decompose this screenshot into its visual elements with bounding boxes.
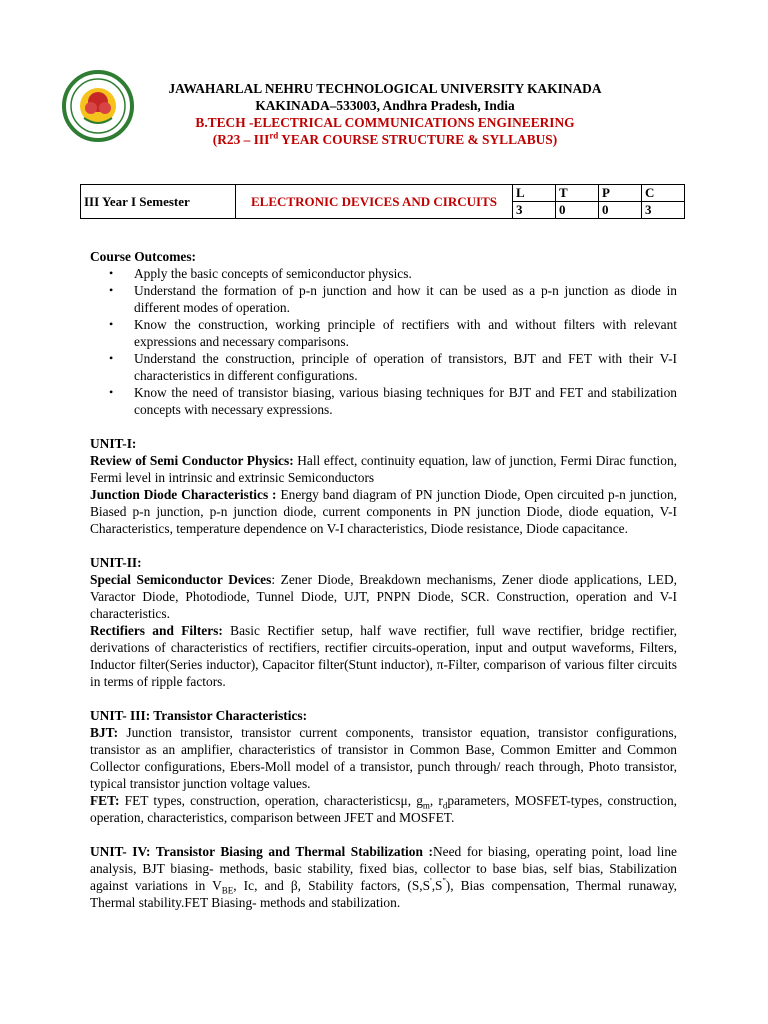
list-item: • Understand the construction, principle of operation of transistors, BJT and FET with their V-I characteristics in different configurations. [134,350,677,384]
header-t: T [556,185,599,202]
header-p: P [599,185,642,202]
unit1-heading: UNIT-I: [90,436,137,451]
unit3-paragraph-2: FET: FET types, construction, operation, characteristicsμ, $g_m$, $r_dparameters$, MOSFET-types, construction, operation, characteristics, comparison between JFET and MOSFET. [90,793,678,825]
university-name: JAWAHARLAL NEHRU TECHNOLOGICAL UNIVERSITY KAKINADA [168,81,602,96]
value-t: 0 [556,202,599,219]
header-l: L [513,185,556,202]
unit2-paragraph-1: Special Semiconductor Devices: Zener Diode, Breakdown mechanisms, Zener diode applications, LED, Varactor Diode, Photodiode, Tunnel Diode, UJT, PNPN Diode, SCR. Construction, operation and V-I characteristics. [90,572,677,621]
course-title-cell: ELECTRONIC DEVICES AND CIRCUITS [236,185,513,219]
document-header [120,80,650,148]
unit2-heading: UNIT-II: [90,555,142,570]
unit1-paragraph-1: Review of Semi Conductor Physics: Hall effect, continuity equation, law of junction, Fermi Dirac function, Fermi level in intrinsic and extrinsic Semiconductors [90,453,678,485]
unit3-heading: UNIT- III: Transistor Characteristics: [90,708,308,723]
unit3-paragraph-1: BJT: Junction transistor, transistor current components, transistor equation, transistor configurations, transistor as an amplifier, characteristics of transistor in Common Base, Common Emitter and Common Collector configurations, Ebers-Moll model of a transistor, punch through/ reach through, Photo transistor, typical transistor junction voltage values. [90,725,677,791]
unit4-paragraph: UNIT- IV: Transistor Biasing and Thermal Stabilization :Need for biasing, operating point, load line analysis, BJT biasing- methods, basic stability, fixed bias, collector to base bias, self bias, Stabilization against variations in $V_{BE}$, Ic, and β, Stability factors, (S,S',S''), Bias compensation, Thermal runaway, Thermal stability.FET Biasing- methods and stabilization. [90,844,678,910]
value-p: 0 [599,202,642,219]
program-title: B.TECH -ELECTRICAL COMMUNICATIONS ENGINEERING [195,115,575,130]
course-info-table [80,184,685,219]
outcomes-heading: Course Outcomes: [90,249,196,264]
outcomes-list [90,265,677,418]
value-l: 3 [513,202,556,219]
list-item: • Understand the formation of p-n junction and how it can be used as a p-n junction as diode in different modes of operation. [134,282,677,316]
value-c: 3 [642,202,685,219]
list-item: • Know the need of transistor biasing, various biasing techniques for BJT and FET and stabilization concepts with necessary expressions. [134,384,677,418]
university-address: KAKINADA–533003, Andhra Pradesh, India [255,98,515,113]
unit4-heading: UNIT- IV: Transistor Biasing and Thermal Stabilization : [90,844,433,859]
semester-cell: III Year I Semester [81,185,236,219]
list-item: • Know the construction, working principle of rectifiers with and without filters with relevant expressions and necessary comparisons. [134,316,677,350]
unit1-paragraph-2: Junction Diode Characteristics : Energy band diagram of PN junction Diode, Open circuited p-n junction, Biased p-n junction, p-n junction diode, current components in PN junction Diode, diode equation, V-I Characteristics, temperature dependence on V-I characteristics, Diode resistance, Diode capacitance. [90,487,678,536]
regulation-line: (R23 – IIIrd YEAR COURSE STRUCTURE & SYLLABUS) [212,130,558,147]
unit2-paragraph-2: Rectifiers and Filters: Basic Rectifier setup, half wave rectifier, full wave rectifier, bridge rectifier, derivations of characteristics of rectifiers, rectifier circuits-operation, input and output waveforms, Filters, Inductor filter(Series inductor), Capacitor filter(Stunt inductor), π-Filter, comparison of various filter circuits in terms of ripple factors. [90,623,677,689]
header-c: C [642,185,685,202]
syllabus-body [90,248,677,911]
list-item: • Apply the basic concepts of semiconductor physics. [134,265,677,282]
